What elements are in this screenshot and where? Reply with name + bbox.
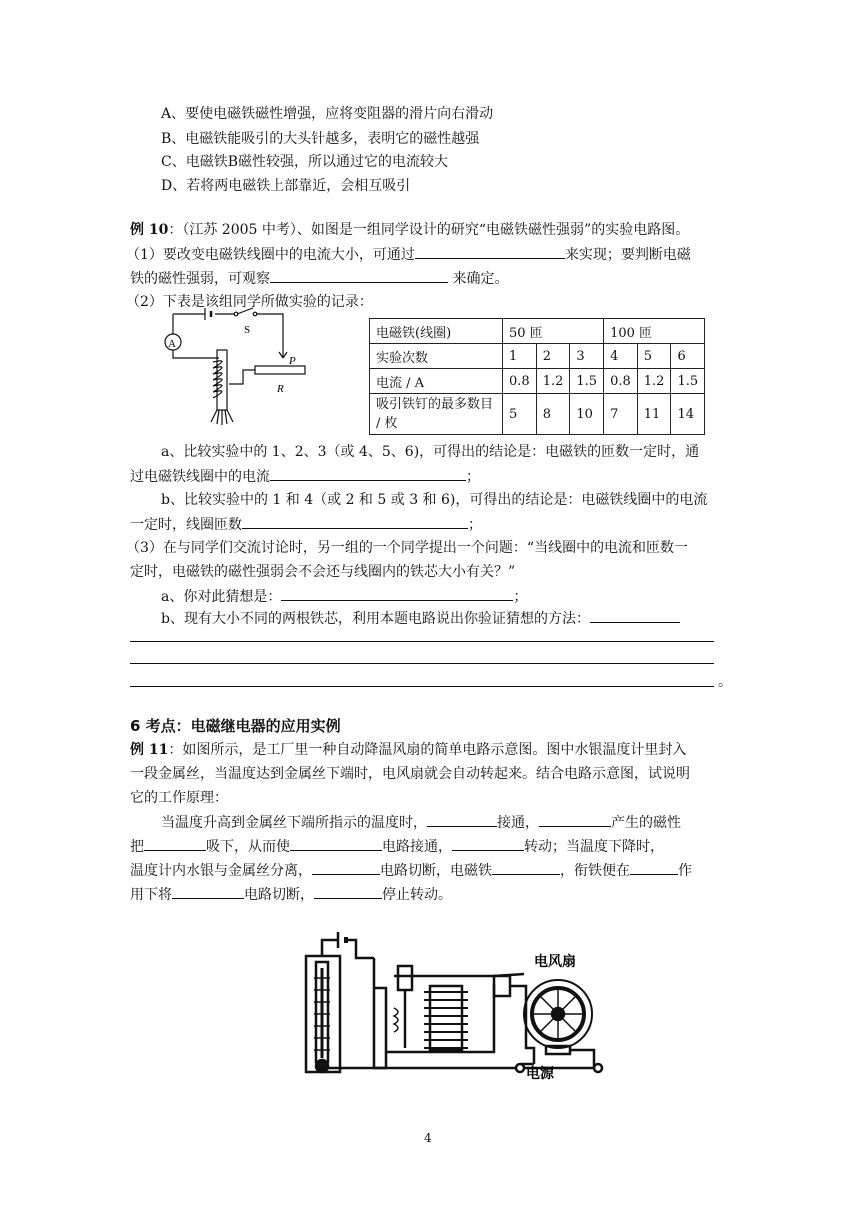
- example-11-line2: 一段金属丝，当温度达到金属丝下端时，电风扇就会自动转起来。结合电路示意图，试说明: [130, 766, 690, 782]
- end-mark: 。: [718, 674, 732, 690]
- table-cell: 1.5: [570, 369, 604, 394]
- option-b: B、电磁铁能吸引的大头针越多，表明它的磁性越强: [161, 131, 480, 147]
- q3-line1: （3）在与同学们交流讨论时，另一组的一个同学提出一个问题：“当线圈中的电流和匝数一: [126, 540, 689, 556]
- q2-intro: （2）下表是该组同学所做实验的记录：: [126, 294, 373, 310]
- answer-blank: [312, 860, 380, 875]
- q3-guess-line: [161, 586, 527, 607]
- table-row: [370, 319, 705, 344]
- example-11-label: 例 11: [130, 742, 169, 758]
- answer-blank: [242, 514, 468, 529]
- principle-text: 电路接通，: [382, 839, 452, 855]
- relay-fan-circuit-diagram: [294, 928, 614, 1096]
- q3-method-line: [161, 608, 680, 629]
- table-cell: 电流 / A: [370, 369, 503, 394]
- slider-label: P: [289, 355, 296, 367]
- table-cell: 10: [570, 394, 604, 435]
- answer-blank: [539, 812, 611, 827]
- option-a: A、要使电磁铁磁性增强，应将变阻器的滑片向右滑动: [161, 106, 494, 122]
- table-cell: 0.8: [503, 369, 537, 394]
- example-10-label: 例 10: [130, 222, 169, 238]
- rheostat-label: R: [277, 383, 284, 395]
- conclusion-a-text: 过电磁铁线圈中的电流: [130, 469, 270, 485]
- answer-blank: [144, 836, 206, 851]
- section-6-heading: 6 考点：电磁继电器的应用实例: [130, 717, 341, 735]
- table-cell: 1: [503, 344, 537, 369]
- principle-text: ，衔铁便在: [560, 863, 630, 879]
- table-cell: 2: [536, 344, 570, 369]
- table-cell: 14: [671, 394, 705, 435]
- option-d: D、若将两电磁铁上部靠近，会相互吸引: [161, 178, 411, 194]
- table-cell: 吸引铁钉的最多数目 / 枚: [370, 394, 503, 435]
- q1-text-b: 来实现；要判断电磁: [564, 247, 691, 263]
- conclusion-a-line1: a、比较实验中的 1、2、3（或 4、5、6)，可得出的结论是：电磁铁的匝数一定时，通: [161, 444, 700, 460]
- answer-blank: [630, 860, 678, 875]
- conclusion-b-line1: b、比较实验中的 1 和 4（或 2 和 5 或 3 和 6)，可得出的结论是：电磁铁线圈中的电流: [161, 492, 708, 508]
- answer-blank: [590, 608, 680, 623]
- answer-blank: [290, 836, 382, 851]
- table-cell: 7: [604, 394, 638, 435]
- answer-line: [130, 686, 714, 687]
- answer-blank: [452, 836, 524, 851]
- conclusion-b-line2: [130, 514, 482, 535]
- conclusion-a-line2: [130, 466, 480, 487]
- principle-text: 产生的磁性: [611, 815, 681, 831]
- principle-line4: [130, 884, 452, 905]
- answer-blank: [314, 884, 382, 899]
- principle-text: 用下将: [130, 887, 172, 903]
- answer-blank: [492, 860, 560, 875]
- table-cell: 1.2: [637, 369, 671, 394]
- ammeter-label: A: [168, 338, 176, 350]
- principle-text: 当温度升高到金属丝下端所指示的温度时，: [161, 815, 427, 831]
- experiment-record-table: [369, 318, 705, 435]
- principle-text: 转动；当温度下降时，: [524, 839, 664, 855]
- table-cell: 5: [503, 394, 537, 435]
- semicolon: ；: [513, 589, 528, 605]
- power-source-label: 电源: [526, 1066, 554, 1082]
- example-11-line3: 它的工作原理：: [130, 790, 228, 806]
- q1-text-c: 铁的磁性强弱，可观察: [130, 271, 270, 287]
- electromagnet-circuit-diagram: [155, 306, 315, 428]
- conclusion-b-text: 一定时，线圈匝数: [130, 517, 242, 533]
- q3-line2: 定时，电磁铁的磁性强弱会不会还与线圈内的铁芯大小有关？”: [130, 564, 516, 580]
- table-cell: 6: [671, 344, 705, 369]
- table-cell: 8: [536, 394, 570, 435]
- principle-line1: [161, 812, 681, 833]
- q1-text-a: （1）要改变电磁铁线圈中的电流大小，可通过: [126, 247, 415, 263]
- q3-method-text: b、现有大小不同的两根铁芯，利用本题电路说出你验证猜想的方法：: [161, 611, 590, 627]
- example-11-text: ：如图所示，是工厂里一种自动降温风扇的简单电路示意图。图中水银温度计里封入: [168, 742, 687, 758]
- table-cell: 1.5: [671, 369, 705, 394]
- principle-text: 接通，: [497, 815, 539, 831]
- example-10-intro: [130, 220, 689, 240]
- table-row: [370, 369, 705, 394]
- answer-line: [130, 641, 714, 642]
- principle-text: 电路切断，电磁铁: [380, 863, 492, 879]
- page-number: 4: [424, 1131, 432, 1145]
- q3-guess-text: a、你对此猜想是：: [161, 589, 282, 605]
- table-cell: 4: [604, 344, 638, 369]
- table-cell: 11: [637, 394, 671, 435]
- answer-blank: [415, 244, 565, 259]
- switch-label: S: [244, 324, 251, 336]
- answer-blank: [172, 884, 244, 899]
- principle-line2: [130, 836, 664, 857]
- answer-blank: [427, 812, 497, 827]
- principle-text: 温度计内水银与金属丝分离，: [130, 863, 312, 879]
- answer-blank: [270, 466, 466, 481]
- q1-line1: [126, 244, 691, 265]
- semicolon: ；: [468, 517, 482, 533]
- table-cell: 0.8: [604, 369, 638, 394]
- principle-text: 作: [678, 863, 692, 879]
- principle-text: 把: [130, 839, 144, 855]
- table-row: [370, 394, 705, 435]
- answer-blank: [270, 268, 448, 283]
- principle-text: 吸下，从而使: [206, 839, 290, 855]
- fan-label: 电风扇: [534, 954, 576, 970]
- example-10-intro-text: ：（江苏 2005 中考）、如图是一组同学设计的研究“电磁铁磁性强弱”的实验电路图。: [168, 222, 690, 238]
- example-11-line1: [130, 740, 686, 760]
- table-row: [370, 344, 705, 369]
- table-cell: 5: [637, 344, 671, 369]
- principle-text: 停止转动。: [382, 887, 452, 903]
- answer-blank: [281, 586, 513, 601]
- table-cell: 100 匝: [604, 319, 705, 344]
- table-cell: 50 匝: [503, 319, 604, 344]
- table-cell: 电磁铁(线圈): [370, 319, 503, 344]
- table-cell: 1.2: [536, 369, 570, 394]
- table-cell: 3: [570, 344, 604, 369]
- option-c: C、电磁铁B磁性较强，所以通过它的电流较大: [161, 154, 448, 170]
- principle-text: 电路切断，: [244, 887, 314, 903]
- table-cell: 实验次数: [370, 344, 503, 369]
- answer-line: [130, 663, 714, 664]
- q1-line2: [130, 268, 508, 289]
- principle-line3: [130, 860, 692, 881]
- q1-text-d: 来确定。: [448, 271, 509, 287]
- semicolon: ；: [466, 469, 480, 485]
